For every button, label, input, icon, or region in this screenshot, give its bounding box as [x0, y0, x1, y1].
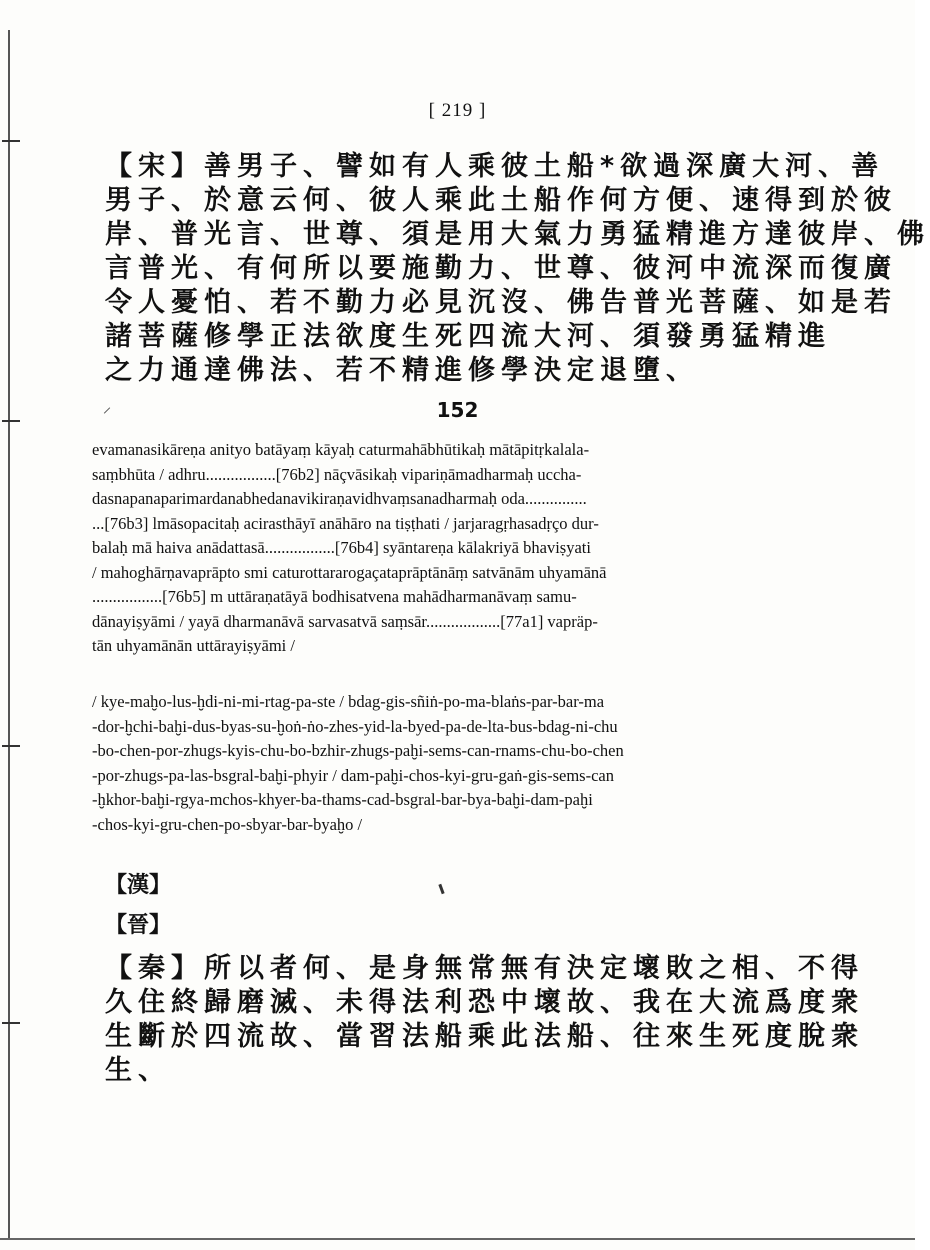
sanskrit-line: dānayiṣyāmi / yayā dharmanāvā sarvasatvā saṃsār..................[77a1] vapräp-	[92, 611, 598, 631]
song-line: 言普光、有何所以要施勤力、世尊、彼河中流深而復廣	[105, 253, 897, 284]
song-line: 之力通達佛法、若不精進修學決定退墮、	[105, 355, 699, 386]
binding-margin-rule	[8, 30, 10, 1240]
sanskrit-line: / mahoghārṇavaprāpto smi caturottararogaçataprāptānāṃ satvānām uhyamānā	[92, 562, 607, 582]
sanskrit-text	[92, 438, 772, 659]
tibetan-line: -bo-chen-por-zhugs-kyis-chu-bo-bzhir-zhugs-paḫi-sems-can-rnams-chu-bo-chen	[92, 741, 624, 760]
tibetan-line: -ḫkhor-baḫi-rgya-mchos-khyer-ba-thams-cad-bsgral-bar-bya-baḫi-dam-paḫi	[92, 790, 593, 809]
jin-version-heading: 【晉】	[105, 913, 172, 938]
margin-tick	[2, 140, 20, 142]
margin-tick	[2, 1022, 20, 1024]
margin-tick	[2, 745, 20, 747]
song-version-text	[105, 150, 930, 388]
stray-mark	[438, 884, 444, 894]
sanskrit-line: evamanasikāreṇa anityo batāyaṃ kāyaḥ caturmahābhūtikaḥ mātāpitṛkalala-	[92, 440, 590, 459]
qin-version-text	[105, 952, 864, 1088]
sanskrit-line: tān uhyamānān uttārayiṣyāmi /	[92, 636, 295, 655]
qin-line: 久住終歸磨滅、未得法利恐中壞故、我在大流爲度衆	[105, 987, 864, 1018]
tibetan-text	[92, 690, 772, 837]
bottom-rule	[0, 1238, 915, 1240]
tibetan-line: / kye-maḫo-lus-ḫdi-ni-mi-rtag-pa-ste / bdag-gis-sñiṅ-po-ma-blaṅs-par-bar-ma	[92, 692, 605, 711]
sanskrit-line: ...[76b3] lmāsopacitaḥ acirasthāyī anāhāro na tiṣṭhati / jarjaragṛhasadṛço dur-	[92, 513, 599, 533]
han-version-heading: 【漢】	[105, 873, 172, 898]
song-line: 令人憂怕、若不勤力必見沉沒、佛告普光菩薩、如是若	[105, 287, 897, 318]
sanskrit-line: balaḥ mā haiva anādattasā.................[76b4] syāntareṇa kālakriyā bhaviṣyati	[92, 538, 591, 557]
tibetan-line: -por-zhugs-pa-las-bsgral-baḫi-phyir / dam-paḫi-chos-kyi-gru-gaṅ-gis-sems-can	[92, 765, 614, 785]
song-line: 岸、普光言、世尊、須是用大氣力勇猛精進方達彼岸、佛	[105, 219, 930, 250]
song-line: 諸菩薩修學正法欲度生死四流大河、須發勇猛精進	[105, 321, 831, 352]
section-number: 152	[436, 398, 479, 422]
qin-line: 生、	[105, 1055, 171, 1086]
song-line: 男子、於意云何、彼人乘此土船作何方便、速得到於彼	[105, 185, 897, 216]
sanskrit-line: dasnapanaparimardanabhedanavikiraṇavidhvaṃsanadharmaḥ oda...............	[92, 489, 587, 508]
song-line: 【宋】善男子、譬如有人乘彼土船*欲過深廣大河、善	[105, 151, 885, 182]
page-number: [ 219 ]	[428, 100, 487, 121]
qin-line: 【秦】所以者何、是身無常無有決定壞敗之相、不得	[105, 953, 864, 984]
qin-line: 生斷於四流故、當習法船乘此法船、往來生死度脫衆	[105, 1021, 864, 1052]
tibetan-line: -dor-ḫchi-baḫi-dus-byas-su-ḫoṅ-ṅo-zhes-yid-la-byed-pa-de-lta-bus-bdag-ni-chu	[92, 716, 618, 736]
tibetan-line: -chos-kyi-gru-chen-po-sbyar-bar-byaḫo /	[92, 814, 363, 834]
sanskrit-line: saṃbhūta / adhru.................[76b2] nāçvāsikaḥ vipariṇāmadharmaḥ uccha-	[92, 464, 582, 484]
sanskrit-line: .................[76b5] m uttāraṇatāyā bodhisatvena mahādharmanāvaṃ samu-	[92, 587, 577, 606]
